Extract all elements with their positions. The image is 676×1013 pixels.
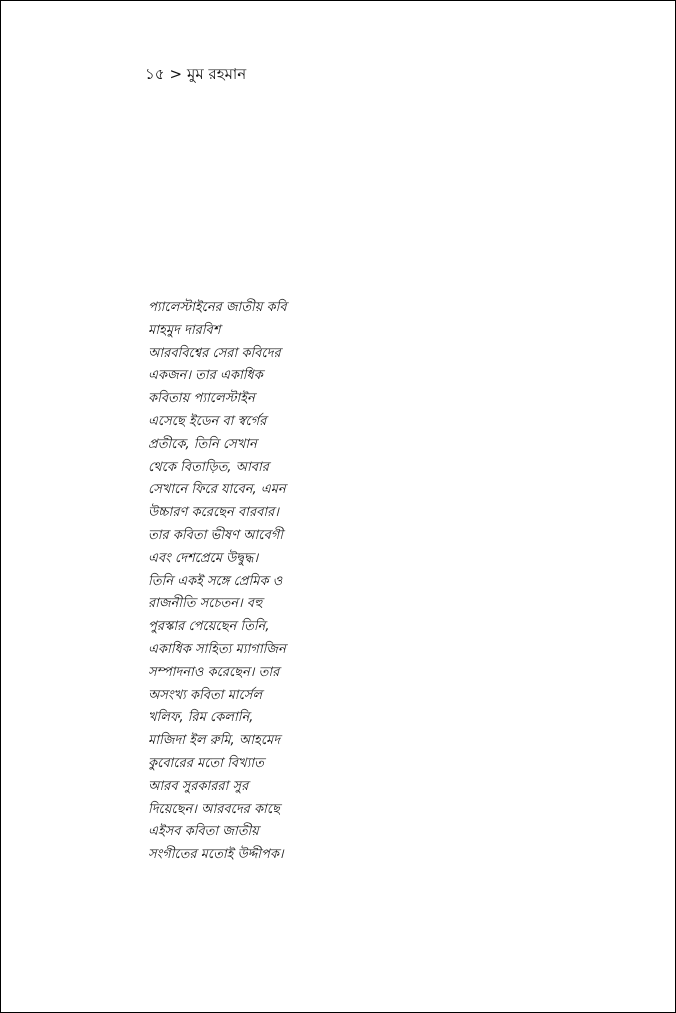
- text-line: রাজনীতি সচেতন। বহু: [148, 596, 263, 612]
- text-line: এইসব কবিতা জাতীয়: [148, 824, 259, 840]
- page-header: [145, 63, 246, 85]
- text-line: সম্পাদনাও করেছেন। তার: [148, 664, 280, 680]
- text-line: পুরস্কার পেয়েছেন তিনি,: [148, 619, 270, 635]
- text-line: উচ্চারণ করেছেন বারবার।: [148, 505, 279, 521]
- text-line: একজন। তার একাধিক: [148, 368, 263, 384]
- page-number: ১৫: [145, 65, 165, 83]
- header-separator: >: [169, 65, 183, 83]
- text-line: তার কবিতা ভীষণ আবেগী: [148, 527, 283, 543]
- body-text: [148, 297, 368, 867]
- text-line: থেকে বিতাড়িত, আবার: [148, 459, 269, 475]
- text-line: এসেছে ইডেন বা স্বর্গের: [148, 413, 267, 429]
- text-line: অসংখ্য কবিতা মার্সেল: [148, 687, 263, 703]
- text-line: আরব সুরকাররা সুর: [148, 778, 249, 794]
- text-line: একাধিক সাহিত্য ম্যাগাজিন: [148, 641, 286, 657]
- text-line: মাজিদা ইল রুমি, আহমেদ: [148, 733, 281, 749]
- text-line: খলিফ, রিম কেলানি,: [148, 710, 254, 726]
- author-name: মুম রহমান: [187, 65, 247, 83]
- text-line: সংগীতের মতোই উদ্দীপক।: [148, 847, 284, 863]
- text-line: কবিতায় প্যালেস্টাইন: [148, 391, 255, 407]
- text-line: প্যালেস্টাইনের জাতীয় কবি: [148, 300, 287, 315]
- text-line: প্রতীকে, তিনি সেখান: [148, 436, 257, 452]
- text-line: কুবোরের মতো বিখ্যাত: [148, 755, 264, 771]
- text-line: এবং দেশপ্রেমে উদ্বুদ্ধ।: [148, 550, 259, 566]
- text-line: আরববিশ্বের সেরা কবিদের: [148, 345, 281, 361]
- text-line: দিয়েছেন। আরবদের কাছে: [148, 801, 280, 817]
- text-line: তিনি একই সঙ্গে প্রেমিক ও: [148, 573, 283, 589]
- text-line: সেখানে ফিরে যাবেন, এমন: [148, 482, 286, 498]
- text-line: মাহমুদ দারবিশ: [148, 322, 221, 338]
